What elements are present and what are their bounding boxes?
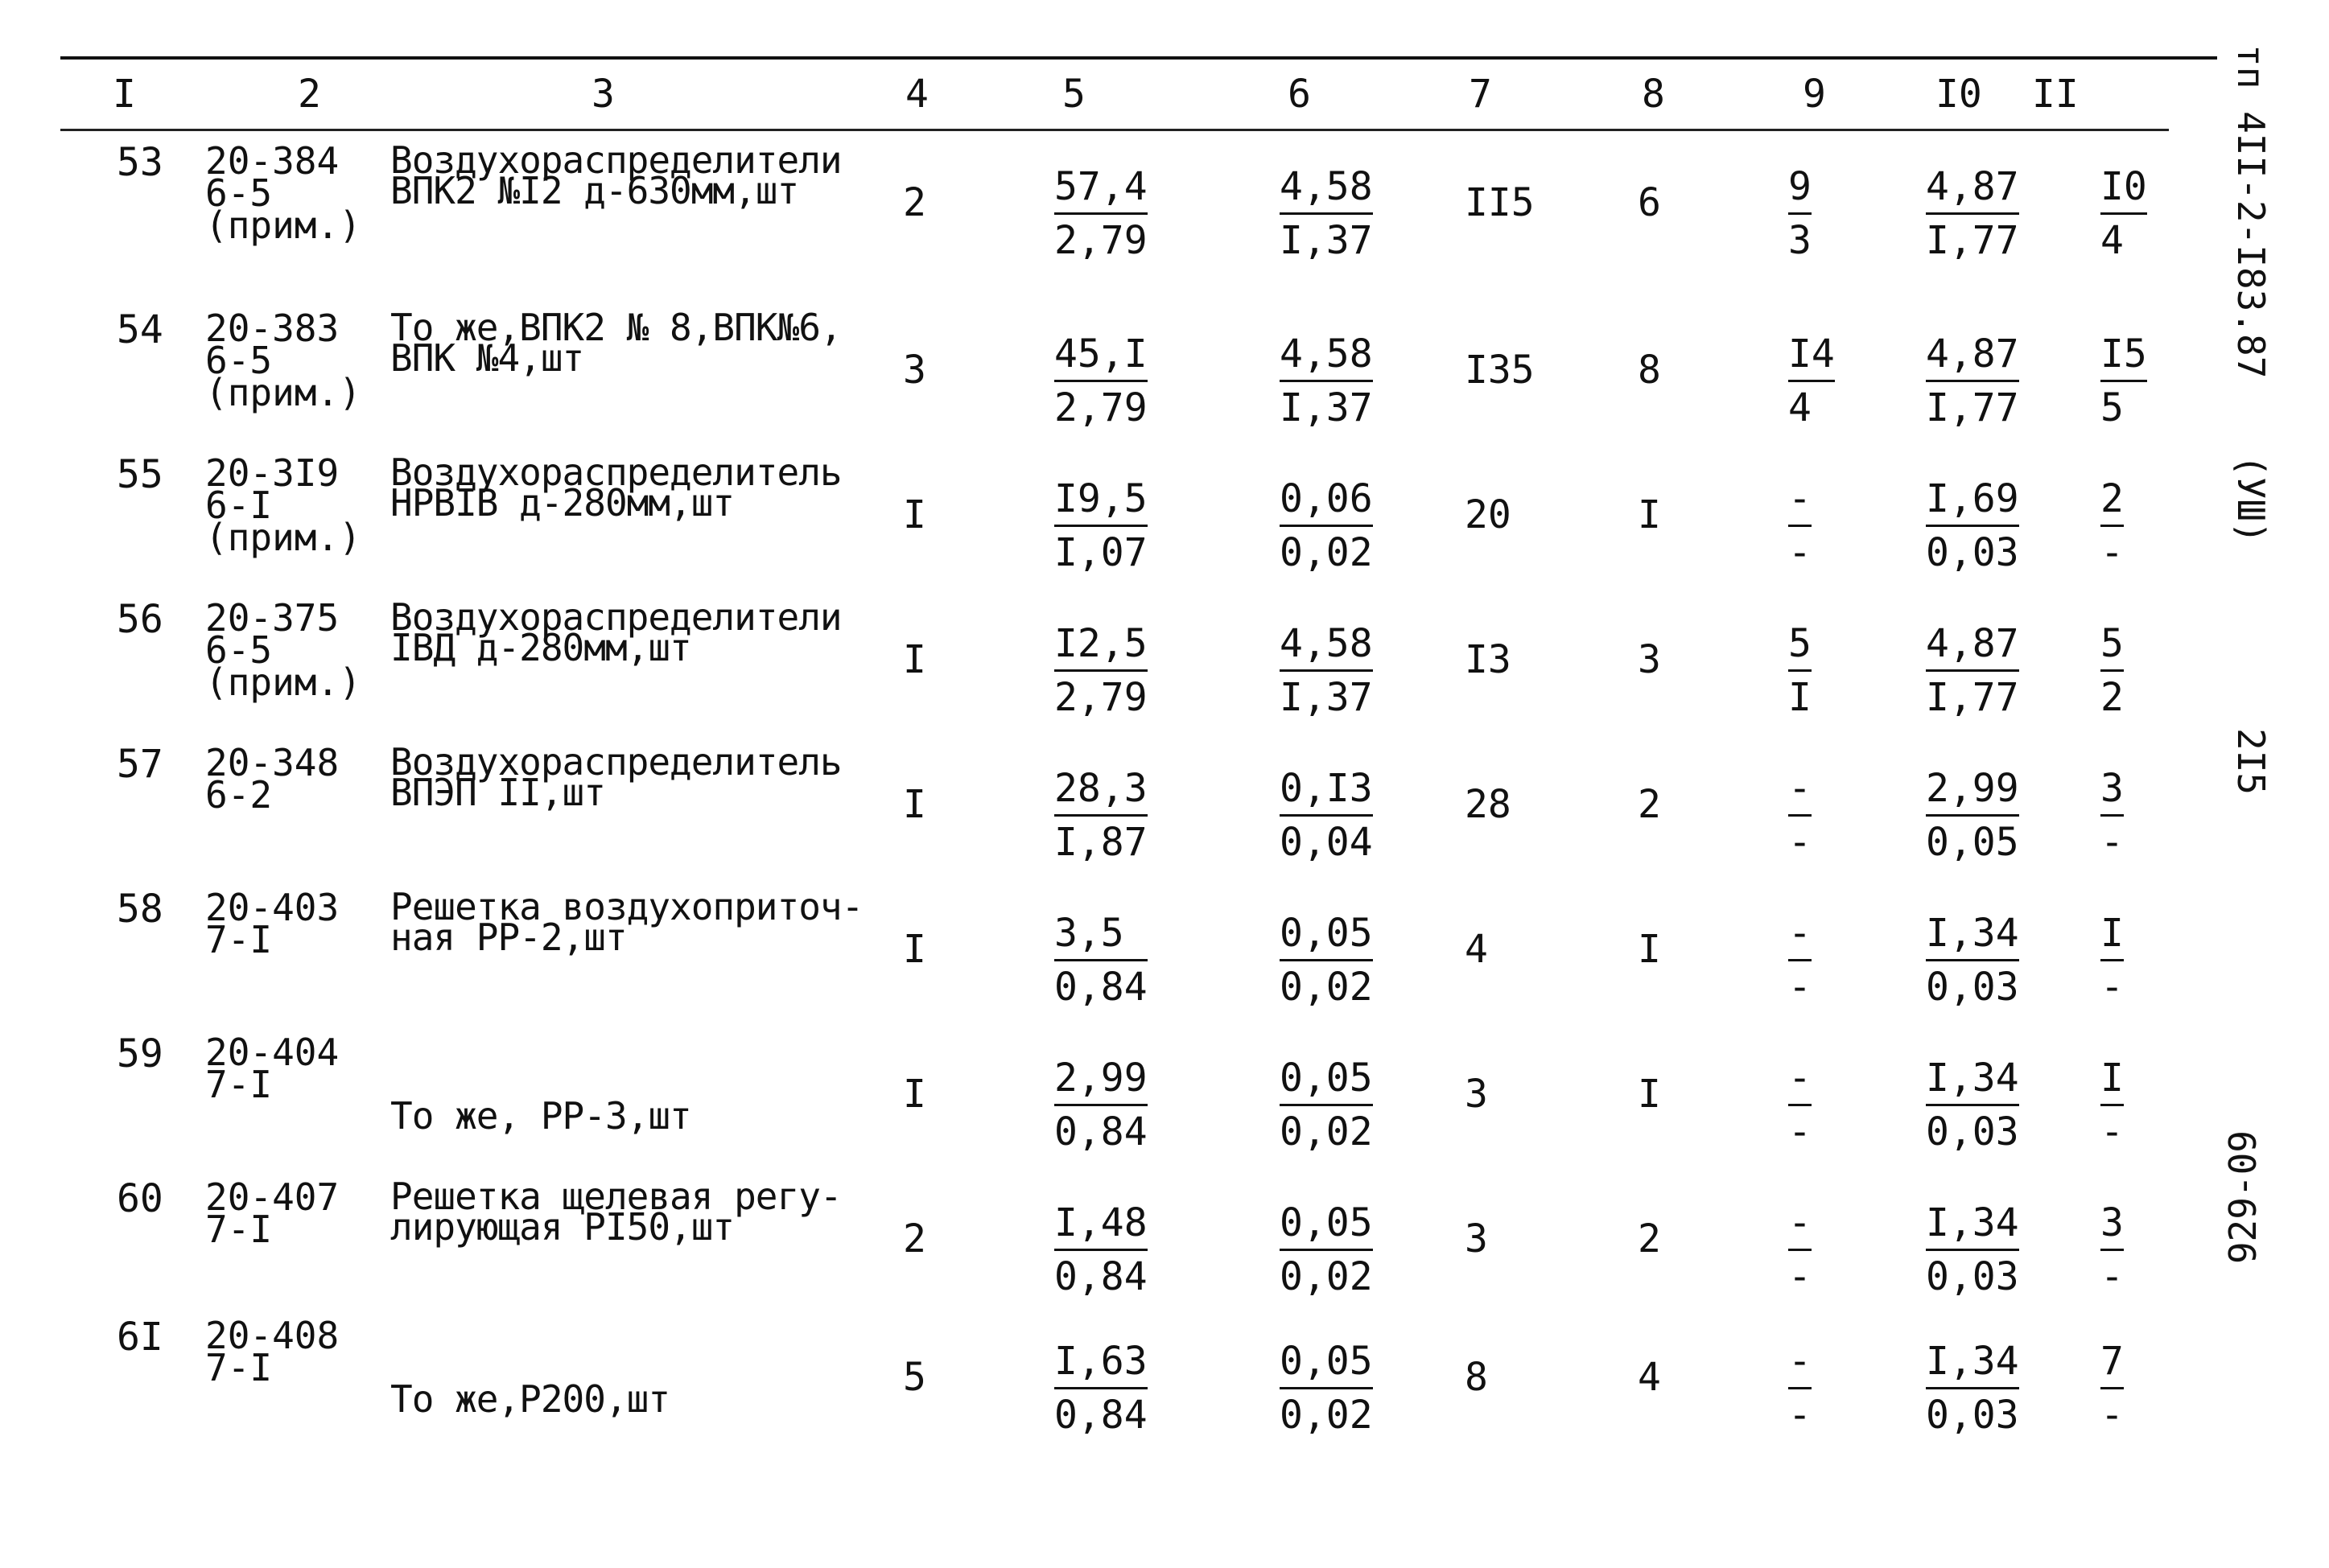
denominator: 0,03 bbox=[1926, 530, 2019, 575]
denominator: - bbox=[1788, 820, 1812, 865]
section-label: (УШ) bbox=[2229, 455, 2273, 544]
col8-value: I bbox=[1638, 492, 1661, 537]
price-code bbox=[205, 596, 361, 704]
col5-value bbox=[1054, 161, 1148, 266]
denominator: - bbox=[2100, 1393, 2124, 1438]
numerator: - bbox=[1788, 1335, 1812, 1389]
col11-value bbox=[2100, 161, 2147, 266]
page-number: 2I5 bbox=[2229, 728, 2273, 796]
numerator: 2 bbox=[2100, 473, 2124, 527]
price-code bbox=[205, 1314, 340, 1389]
denominator: I,77 bbox=[1926, 385, 2019, 430]
numerator: 5 bbox=[2100, 618, 2124, 672]
denominator: 4 bbox=[1788, 385, 1812, 430]
col10-value bbox=[1926, 161, 2019, 266]
col8-value: 4 bbox=[1638, 1355, 1661, 1400]
text-line: 20-403 bbox=[205, 886, 340, 929]
row-number: 57 bbox=[117, 742, 163, 787]
text-line: Решетка воздухоприточ- bbox=[390, 885, 864, 928]
numerator: I,63 bbox=[1054, 1335, 1148, 1389]
numerator: - bbox=[1788, 763, 1812, 817]
col11-value bbox=[2100, 473, 2124, 578]
text-line: 20-404 bbox=[205, 1031, 340, 1074]
col7-value: 4 bbox=[1465, 927, 1488, 972]
text-line: (прим.) bbox=[205, 661, 361, 704]
col7-value: 3 bbox=[1465, 1072, 1488, 1117]
col-header-8: 8 bbox=[1642, 72, 1665, 117]
numerator: 3 bbox=[2100, 763, 2124, 817]
text-line: IВД д-280мм,шт bbox=[390, 626, 691, 669]
numerator: 4,87 bbox=[1926, 328, 2019, 382]
text-line: Воздухораспределители bbox=[390, 595, 842, 639]
denominator: - bbox=[2100, 1254, 2124, 1299]
price-code bbox=[205, 741, 340, 817]
denominator: 0,03 bbox=[1926, 965, 2019, 1010]
price-code bbox=[205, 307, 361, 414]
col8-value: 2 bbox=[1638, 1216, 1661, 1261]
text-line: 7-I bbox=[205, 1208, 273, 1251]
quantity: I bbox=[903, 927, 926, 972]
price-code bbox=[205, 139, 361, 247]
numerator: I0 bbox=[2100, 161, 2147, 215]
col8-value: 6 bbox=[1638, 180, 1661, 225]
numerator: 4,58 bbox=[1280, 161, 1373, 215]
col10-value bbox=[1926, 618, 2019, 723]
quantity: I bbox=[903, 492, 926, 537]
numerator: 57,4 bbox=[1054, 161, 1148, 215]
col8-value: I bbox=[1638, 1072, 1661, 1117]
denominator: 0,02 bbox=[1280, 965, 1373, 1010]
price-code bbox=[205, 1031, 340, 1106]
item-description bbox=[390, 1175, 842, 1249]
text-line: 7-I bbox=[205, 1063, 273, 1106]
quantity: I bbox=[903, 637, 926, 682]
col8-value: I bbox=[1638, 927, 1661, 972]
col5-value bbox=[1054, 328, 1148, 434]
col9-value bbox=[1788, 1052, 1812, 1158]
col7-value: 20 bbox=[1465, 492, 1511, 537]
numerator: - bbox=[1788, 473, 1812, 527]
text-line: 20-384 bbox=[205, 139, 340, 183]
text-line: Решетка щелевая регу- bbox=[390, 1175, 842, 1218]
doc-code-label: тп 4II-2-I83.87 bbox=[2229, 44, 2273, 379]
quantity: I bbox=[903, 782, 926, 827]
numerator: 45,I bbox=[1054, 328, 1148, 382]
denominator: - bbox=[1788, 530, 1812, 575]
col7-value: I3 bbox=[1465, 637, 1511, 682]
col9-value bbox=[1788, 907, 1812, 1013]
col5-value bbox=[1054, 907, 1148, 1013]
numerator: I9,5 bbox=[1054, 473, 1148, 527]
row-number: 54 bbox=[117, 307, 163, 352]
col7-value: I35 bbox=[1465, 348, 1535, 393]
text-line: НРВIВ д-280мм,шт bbox=[390, 481, 735, 525]
col10-value bbox=[1926, 1335, 2019, 1441]
quantity: 5 bbox=[903, 1355, 926, 1400]
text-line: лирующая РI50,шт bbox=[390, 1205, 735, 1249]
numerator: I,34 bbox=[1926, 1197, 2019, 1251]
text-line: 6-5 bbox=[205, 628, 273, 672]
text-line: ВПЭП II,шт bbox=[390, 771, 605, 814]
col11-value bbox=[2100, 1197, 2124, 1303]
price-code bbox=[205, 451, 361, 559]
col5-value bbox=[1054, 763, 1148, 868]
numerator: 4,58 bbox=[1280, 328, 1373, 382]
col9-value bbox=[1788, 763, 1812, 868]
numerator: 5 bbox=[1788, 618, 1812, 672]
numerator: 28,3 bbox=[1054, 763, 1148, 817]
denominator: - bbox=[1788, 965, 1812, 1010]
denominator: 4 bbox=[2100, 218, 2124, 263]
row-number: 6I bbox=[117, 1315, 163, 1360]
col-header-10: I0 bbox=[1935, 72, 1982, 117]
denominator: - bbox=[2100, 530, 2124, 575]
col6-value bbox=[1280, 1335, 1373, 1441]
text-line: (прим.) bbox=[205, 516, 361, 559]
text-line: 6-I bbox=[205, 484, 273, 527]
col-header-2: 2 bbox=[298, 72, 321, 117]
col6-value bbox=[1280, 328, 1373, 434]
denominator: 5 bbox=[2100, 385, 2124, 430]
denominator: - bbox=[1788, 1254, 1812, 1299]
text-line: 20-408 bbox=[205, 1314, 340, 1357]
text-line: (прим.) bbox=[205, 204, 361, 247]
col7-value: 28 bbox=[1465, 782, 1511, 827]
numerator: I bbox=[2100, 1052, 2124, 1106]
denominator: I,37 bbox=[1280, 675, 1373, 720]
numerator: - bbox=[1788, 1197, 1812, 1251]
denominator: 0,03 bbox=[1926, 1109, 2019, 1154]
col-header-4: 4 bbox=[905, 72, 929, 117]
row-number: 53 bbox=[117, 140, 163, 185]
numerator: 0,I3 bbox=[1280, 763, 1373, 817]
item-description bbox=[390, 1377, 670, 1421]
price-code bbox=[205, 1175, 340, 1251]
text-line: Воздухораспределитель bbox=[390, 451, 842, 494]
text-line: Воздухораспределитель bbox=[390, 740, 842, 784]
denominator: 0,04 bbox=[1280, 820, 1373, 865]
text-line: ВПК2 №I2 д-630мм,шт bbox=[390, 169, 799, 212]
item-description bbox=[390, 1094, 691, 1138]
denominator: - bbox=[1788, 1393, 1812, 1438]
col9-value bbox=[1788, 618, 1812, 723]
numerator: 4,87 bbox=[1926, 618, 2019, 672]
col11-value bbox=[2100, 328, 2147, 434]
quantity: 3 bbox=[903, 348, 926, 393]
numerator: 0,05 bbox=[1280, 1197, 1373, 1251]
price-code bbox=[205, 886, 340, 961]
denominator: I,87 bbox=[1054, 820, 1148, 865]
text-line: 6-5 bbox=[205, 339, 273, 382]
denominator: 0,02 bbox=[1280, 1109, 1373, 1154]
row-number: 59 bbox=[117, 1031, 163, 1076]
numerator: I,34 bbox=[1926, 907, 2019, 961]
text-line: 6-5 bbox=[205, 171, 273, 215]
denominator: - bbox=[1788, 1109, 1812, 1154]
col6-value bbox=[1280, 1197, 1373, 1303]
text-line: То же, РР-3,шт bbox=[390, 1094, 691, 1138]
col-header-7: 7 bbox=[1469, 72, 1492, 117]
sheet-id-label: 929-09 bbox=[2221, 1130, 2265, 1265]
item-description bbox=[390, 740, 842, 814]
col10-value bbox=[1926, 1197, 2019, 1303]
header-rule bbox=[60, 129, 2169, 131]
row-number: 58 bbox=[117, 887, 163, 932]
item-description bbox=[390, 595, 842, 669]
denominator: 2,79 bbox=[1054, 218, 1148, 263]
col-header-11: II bbox=[2032, 72, 2079, 117]
numerator: 7 bbox=[2100, 1335, 2124, 1389]
numerator: 4,58 bbox=[1280, 618, 1373, 672]
denominator: 0,02 bbox=[1280, 1393, 1373, 1438]
text-line: 6-2 bbox=[205, 773, 273, 817]
text-line: 20-3I9 bbox=[205, 451, 340, 495]
denominator: I,77 bbox=[1926, 675, 2019, 720]
numerator: 3 bbox=[2100, 1197, 2124, 1251]
col7-value: 3 bbox=[1465, 1216, 1488, 1261]
numerator: 0,05 bbox=[1280, 907, 1373, 961]
numerator: 0,05 bbox=[1280, 1335, 1373, 1389]
denominator: 0,02 bbox=[1280, 530, 1373, 575]
denominator: - bbox=[2100, 1109, 2124, 1154]
numerator: 4,87 bbox=[1926, 161, 2019, 215]
denominator: 2,79 bbox=[1054, 675, 1148, 720]
numerator: - bbox=[1788, 907, 1812, 961]
denominator: 0,03 bbox=[1926, 1393, 2019, 1438]
numerator: 2,99 bbox=[1926, 763, 2019, 817]
numerator: 2,99 bbox=[1054, 1052, 1148, 1106]
row-number: 56 bbox=[117, 597, 163, 642]
col10-value bbox=[1926, 763, 2019, 868]
numerator: - bbox=[1788, 1052, 1812, 1106]
col5-value bbox=[1054, 473, 1148, 578]
col11-value bbox=[2100, 1335, 2124, 1441]
text-line: 20-375 bbox=[205, 596, 340, 640]
numerator: 0,05 bbox=[1280, 1052, 1373, 1106]
col-header-9: 9 bbox=[1803, 72, 1826, 117]
denominator: I,37 bbox=[1280, 385, 1373, 430]
row-number: 60 bbox=[117, 1176, 163, 1221]
col11-value bbox=[2100, 763, 2124, 868]
denominator: - bbox=[2100, 965, 2124, 1010]
col7-value: 8 bbox=[1465, 1355, 1488, 1400]
col5-value bbox=[1054, 1335, 1148, 1441]
col8-value: 3 bbox=[1638, 637, 1661, 682]
denominator: 2 bbox=[2100, 675, 2124, 720]
item-description bbox=[390, 451, 842, 525]
item-description bbox=[390, 138, 842, 212]
text-line: 7-I bbox=[205, 918, 273, 961]
text-line: То же,ВПК2 № 8,ВПК№6, bbox=[390, 306, 842, 349]
denominator: 2,79 bbox=[1054, 385, 1148, 430]
numerator: I2,5 bbox=[1054, 618, 1148, 672]
text-line: ВПК №4,шт bbox=[390, 336, 584, 380]
col9-value bbox=[1788, 473, 1812, 578]
numerator: 3,5 bbox=[1054, 907, 1148, 961]
numerator: 9 bbox=[1788, 161, 1812, 215]
denominator: 0,02 bbox=[1280, 1254, 1373, 1299]
col10-value bbox=[1926, 473, 2019, 578]
col6-value bbox=[1280, 1052, 1373, 1158]
col9-value bbox=[1788, 1335, 1812, 1441]
col6-value bbox=[1280, 907, 1373, 1013]
denominator: 0,84 bbox=[1054, 965, 1148, 1010]
denominator: 0,84 bbox=[1054, 1109, 1148, 1154]
col5-value bbox=[1054, 618, 1148, 723]
text-line: 7-I bbox=[205, 1346, 273, 1389]
numerator: I bbox=[2100, 907, 2124, 961]
quantity: 2 bbox=[903, 180, 926, 225]
col-header-5: 5 bbox=[1062, 72, 1086, 117]
denominator: 0,84 bbox=[1054, 1254, 1148, 1299]
top-rule bbox=[60, 56, 2217, 60]
denominator: I,77 bbox=[1926, 218, 2019, 263]
quantity: 2 bbox=[903, 1216, 926, 1261]
col-header-6: 6 bbox=[1288, 72, 1311, 117]
col8-value: 8 bbox=[1638, 348, 1661, 393]
numerator: I,34 bbox=[1926, 1335, 2019, 1389]
text-line: 20-348 bbox=[205, 741, 340, 784]
col9-value bbox=[1788, 1197, 1812, 1303]
text-line: То же,Р200,шт bbox=[390, 1377, 670, 1421]
col7-value: II5 bbox=[1465, 180, 1535, 225]
col5-value bbox=[1054, 1052, 1148, 1158]
denominator: 0,84 bbox=[1054, 1393, 1148, 1438]
col9-value bbox=[1788, 161, 1812, 266]
col-header-1: I bbox=[113, 72, 136, 117]
denominator: 0,05 bbox=[1926, 820, 2019, 865]
text-line: 20-383 bbox=[205, 307, 340, 350]
row-number: 55 bbox=[117, 452, 163, 497]
col6-value bbox=[1280, 473, 1373, 578]
text-line: 20-407 bbox=[205, 1175, 340, 1219]
col8-value: 2 bbox=[1638, 782, 1661, 827]
denominator: 3 bbox=[1788, 218, 1812, 263]
col9-value bbox=[1788, 328, 1835, 434]
col10-value bbox=[1926, 328, 2019, 434]
numerator: I,48 bbox=[1054, 1197, 1148, 1251]
col11-value bbox=[2100, 618, 2124, 723]
denominator: - bbox=[2100, 820, 2124, 865]
col6-value bbox=[1280, 618, 1373, 723]
col5-value bbox=[1054, 1197, 1148, 1303]
numerator: 0,06 bbox=[1280, 473, 1373, 527]
item-description bbox=[390, 885, 864, 959]
col11-value bbox=[2100, 1052, 2124, 1158]
col10-value bbox=[1926, 1052, 2019, 1158]
denominator: I,37 bbox=[1280, 218, 1373, 263]
item-description bbox=[390, 306, 842, 380]
numerator: I,69 bbox=[1926, 473, 2019, 527]
col10-value bbox=[1926, 907, 2019, 1013]
numerator: I,34 bbox=[1926, 1052, 2019, 1106]
denominator: 0,03 bbox=[1926, 1254, 2019, 1299]
col6-value bbox=[1280, 161, 1373, 266]
denominator: I,07 bbox=[1054, 530, 1148, 575]
col6-value bbox=[1280, 763, 1373, 868]
text-line: ная РР-2,шт bbox=[390, 916, 627, 959]
text-line: Воздухораспределители bbox=[390, 138, 842, 182]
text-line: (прим.) bbox=[205, 371, 361, 414]
col-header-3: 3 bbox=[592, 72, 615, 117]
numerator: I5 bbox=[2100, 328, 2147, 382]
denominator: I bbox=[1788, 675, 1812, 720]
numerator: I4 bbox=[1788, 328, 1835, 382]
col11-value bbox=[2100, 907, 2124, 1013]
quantity: I bbox=[903, 1072, 926, 1117]
